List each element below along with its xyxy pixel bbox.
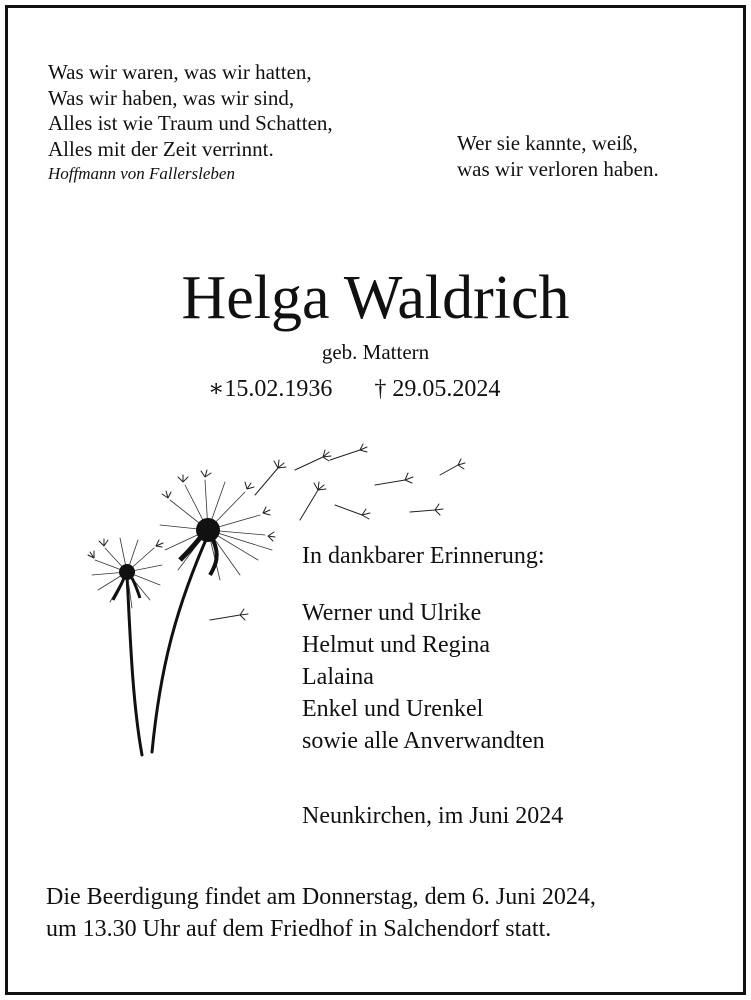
quote (457, 130, 659, 182)
funeral-line: um 13.30 Uhr auf dem Friedhof in Salchendorf statt. (46, 916, 552, 942)
birth-star-icon: ∗ (208, 376, 225, 402)
poem-line: Alles ist wie Traum und Schatten, (48, 111, 333, 135)
poem-line: Was wir haben, was wir sind, (48, 85, 295, 110)
place-date: Neunkirchen, im Juni 2024 (302, 803, 564, 829)
maiden-name: geb. Mattern (321, 340, 430, 364)
family-member: sowie alle Anverwandten (302, 728, 545, 754)
funeral-line: Die Beerdigung findet am Donnerstag, dem 6. Juni 2024, (46, 884, 596, 910)
poem-line: Alles mit der Zeit verrinnt. (48, 136, 274, 161)
family-member: Enkel und Urenkel (302, 696, 484, 722)
poem-author: Hoffmann von Fallersleben (48, 164, 235, 183)
family-list (302, 597, 545, 757)
poem-line: Was wir waren, was wir hatten, (48, 60, 312, 84)
family-member: Werner und Ulrike (302, 600, 482, 626)
death-cross-icon: † (374, 376, 387, 402)
funeral-notice (46, 881, 596, 945)
poem (48, 60, 333, 162)
deceased-name: Helga Waldrich (181, 264, 570, 332)
birth-date: 15.02.1936 (224, 376, 333, 402)
death-date: 29.05.2024 (392, 376, 501, 402)
quote-line: Wer sie kannte, weiß, (457, 131, 638, 155)
quote-line: was wir verloren haben. (457, 157, 659, 181)
family-member: Helmut und Regina (302, 632, 490, 658)
family-member: Lalaina (302, 664, 374, 690)
life-dates (208, 374, 500, 403)
memory-heading: In dankbarer Erinnerung: (302, 543, 545, 569)
